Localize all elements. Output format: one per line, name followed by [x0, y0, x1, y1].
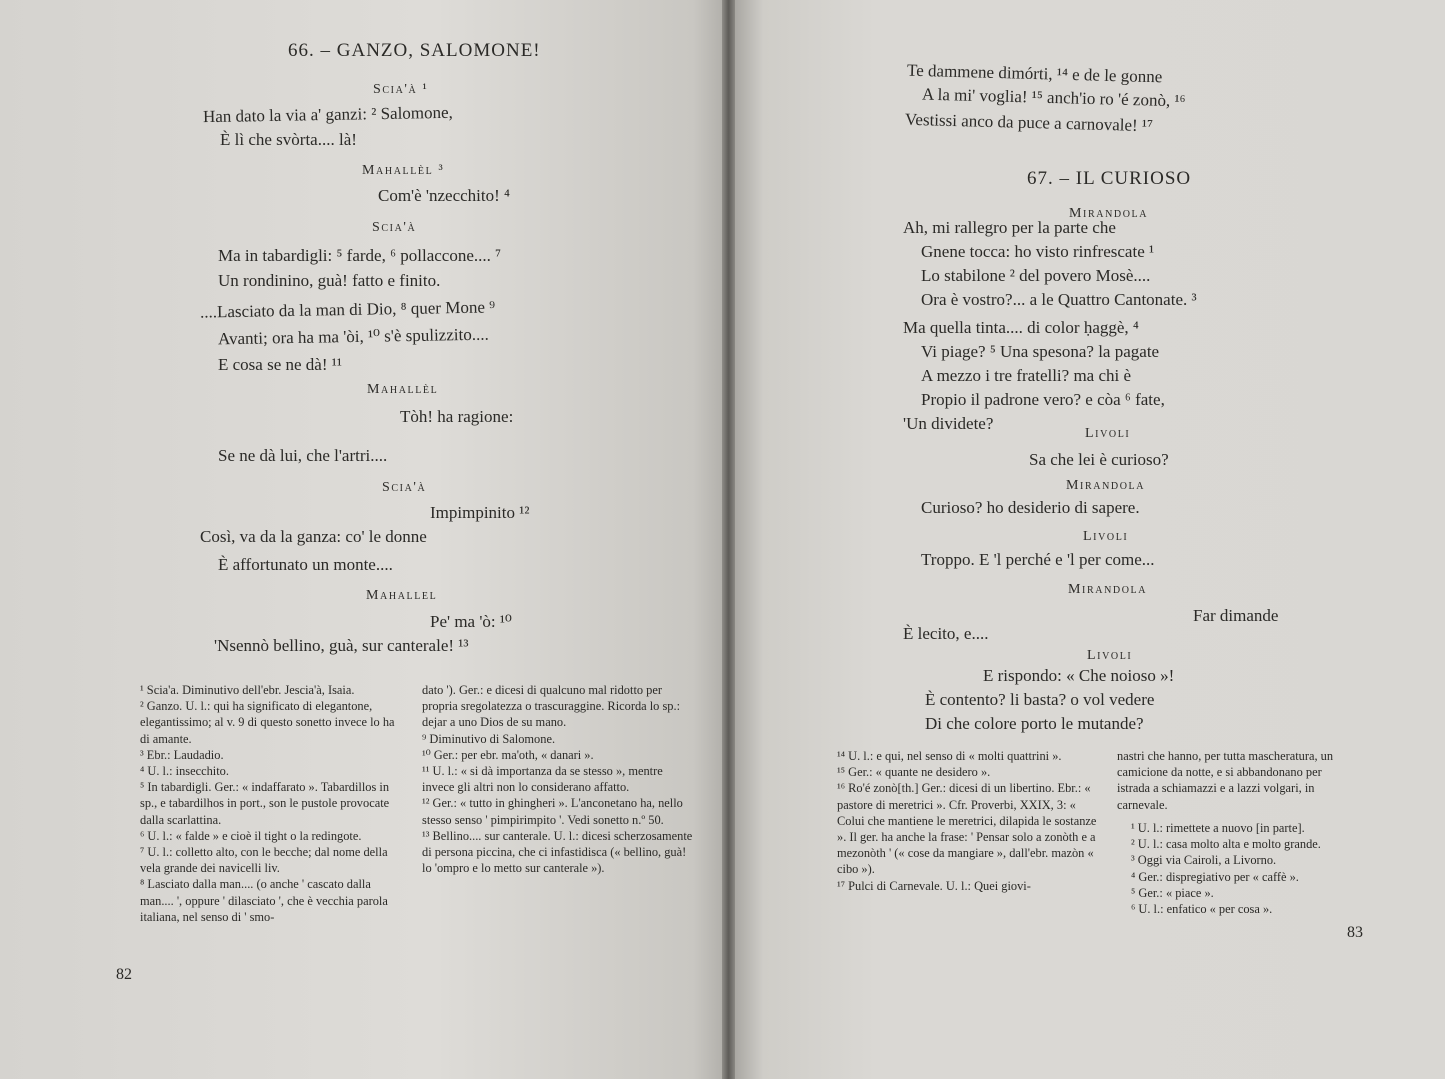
verse-line: Far dimande — [1193, 606, 1279, 625]
verse-line: Pe' ma 'ò: ¹⁰ — [430, 612, 512, 631]
verse-line: Ora è vostro?... a le Quattro Cantonate. ³ — [921, 290, 1197, 309]
verse-line: È contento? li basta? o vol vedere — [925, 690, 1155, 709]
verse-line: È affortunato un monte.... — [218, 555, 393, 574]
verse-line: Ah, mi rallegro per la parte che — [903, 218, 1116, 237]
speaker-label: Mahallel — [366, 588, 438, 603]
speaker-label: Mahallèl ³ — [362, 163, 445, 178]
verse-line: È lecito, e.... — [903, 624, 989, 643]
speaker-label: Livoli — [1087, 648, 1133, 663]
speaker-label: Scia'à ¹ — [373, 82, 429, 97]
verse-line: Tòh! ha ragione: — [400, 407, 514, 426]
verse-line: Vestissi anco da puce a carnovale! ¹⁷ — [904, 109, 1154, 136]
right-page — [735, 0, 1445, 1079]
verse-line: Lo stabilone ² del povero Mosè.... — [921, 266, 1151, 285]
verse-line: Se ne dà lui, che l'artri.... — [218, 446, 388, 465]
verse-line: Ma quella tinta.... di color ḥaggè, ⁴ — [903, 318, 1139, 337]
poem-title-66: 66. – GANZO, SALOMONE! — [288, 40, 541, 61]
footnotes-column: ¹ Scia'a. Diminutivo dell'ebr. Jescia'à, Isaia. ² Ganzo. U. l.: qui ha significato di elegantone, elegantissimo; al v. 9 di questo sonetto invece lo ha di amante. ³ Ebr.: Laudadio. ⁴ U. l.: insecchito. ⁵ In tabardigli. Ger.: « indaffarato ». Tabardillos in sp., e tabardilhos in port., son le pustole provocate dalla scarlattina. ⁶ U. l.: « falde » e cioè il tight o la redingote. ⁷ U. l.: colletto alto, con le becche; dal nome della vela grande dei navicelli liv. ⁸ Lasciato dalla man.... (o anche ' cascato dalla man.... ', oppure ' dilasciato ', che è vecchia parola italiana, nel senso di ' smo- — [140, 683, 395, 924]
speaker-label: Scia'à — [382, 480, 427, 495]
footnotes-column: nastri che hanno, per tutta mascheratura, un camicione da notte, e si abbandonano per istrada a schiamazzi e a lazzi volgari, in carnevale. — [1117, 749, 1334, 812]
verse-line: Te dammene dimórti, ¹⁴ e de le gonne — [906, 60, 1163, 87]
speaker-label: Livoli — [1085, 426, 1131, 441]
verse-line: A mezzo i tre fratelli? ma chi è — [921, 366, 1132, 385]
verse-line: Com'è 'nzecchito! ⁴ — [378, 186, 510, 205]
verse-line: È lì che svòrta.... là! — [220, 130, 357, 149]
speaker-label: Mirandola — [1069, 206, 1149, 221]
verse-line: Sa che lei è curioso? — [1029, 450, 1169, 469]
verse-line: A la mi' voglia! ¹⁵ anch'io ro 'é zonò, ¹⁶ — [921, 84, 1186, 111]
verse-line: 'Un dividete? — [903, 414, 994, 433]
speaker-label: Livoli — [1083, 529, 1129, 544]
book-gutter — [722, 0, 735, 1079]
speaker-label: Scia'à — [372, 220, 417, 235]
footnotes-column: dato '). Ger.: e dicesi di qualcuno mal ridotto per propria sregolatezza o trascuraggine. Ricorda lo sp.: dejar a uno Dios de su mano. ⁹ Diminutivo di Salomone. ¹⁰ Ger.: per ebr. ma'oth, « danari ». ¹¹ U. l.: « si dà importanza da se stesso », mentre invece gli altri non lo considerano affatto. ¹² Ger.: « tutto in ghingheri ». L'anconetano ha, nello stesso senso ' pimpirimpito '. Vedi sonetto n.º 50. ¹³ Bellino.... sur canterale. U. l.: dicesi scherzosamente di persona piccina, che ci infastidisca (« bellino, guà! lo 'ompro e lo metto sur canterale »). — [422, 683, 693, 876]
speaker-label: Mahallèl — [367, 382, 439, 397]
footnotes-column: ¹ U. l.: rimettete a nuovo [in parte]. ² U. l.: casa molto alta e molto grande. ³ Oggi via Cairoli, a Livorno. ⁴ Ger.: dispregiativo per « caffè ». ⁵ Ger.: « piace ». ⁶ U. l.: enfatico « per cosa ». — [1131, 821, 1321, 917]
verse-line: Vi piage? ⁵ Una spesona? la pagate — [921, 342, 1160, 361]
poem-title-67: 67. – IL CURIOSO — [1027, 168, 1192, 189]
verse-line: Ma in tabardigli: ⁵ farde, ⁶ pollaccone.... ⁷ — [218, 246, 502, 265]
verse-line: Così, va da la ganza: co' le donne — [200, 527, 427, 546]
page-number: 82 — [116, 966, 132, 983]
verse-line: Un rondinino, guà! fatto e finito. — [218, 271, 441, 290]
verse-line: Gnene tocca: ho visto rinfrescate ¹ — [921, 242, 1155, 261]
verse-line: Impimpinito ¹² — [430, 503, 530, 522]
verse-line: Di che colore porto le mutande? — [925, 714, 1144, 733]
verse-line: Troppo. E 'l perché e 'l per come... — [921, 550, 1155, 569]
verse-line: Propio il padrone vero? e còa ⁶ fate, — [921, 390, 1165, 409]
left-page — [0, 0, 722, 1079]
page-number: 83 — [1347, 924, 1363, 941]
speaker-label: Mirandola — [1066, 478, 1146, 493]
verse-line: Curioso? ho desiderio di sapere. — [921, 498, 1140, 517]
footnotes-column: ¹⁴ U. l.: e qui, nel senso di « molti quattrini ». ¹⁵ Ger.: « quante ne desidero ». ¹⁶ Ro'é zonò[th.] Ger.: dicesi di un libertino. Ebr.: « pastore di meretrici ». Cfr. Proverbi, XXIX, 3: « Colui che mantiene le meretrici, dilapida le sostanze ». Il ger. ha anche la frase: ' Pensar solo a zonòth e a mezonòth ' (« cose da mangiare », dall'ebr. mazòn « cibo »). ¹⁷ Pulci di Carnevale. U. l.: Quei giovi- — [837, 749, 1097, 893]
verse-line: Han dato la via a' ganzi: ² Salomone, — [202, 102, 454, 127]
verse-line: ....Lasciato da la man di Dio, ⁸ quer Mone ⁹ — [199, 297, 496, 322]
verse-line: E cosa se ne dà! ¹¹ — [218, 355, 342, 374]
verse-line: E rispondo: « Che noioso »! — [983, 666, 1175, 685]
verse-line: Avanti; ora ha ma 'òi, ¹⁰ s'è spulizzito.... — [217, 324, 489, 349]
verse-line: 'Nsennò bellino, guà, sur canterale! ¹³ — [214, 636, 469, 655]
speaker-label: Mirandola — [1068, 582, 1148, 597]
